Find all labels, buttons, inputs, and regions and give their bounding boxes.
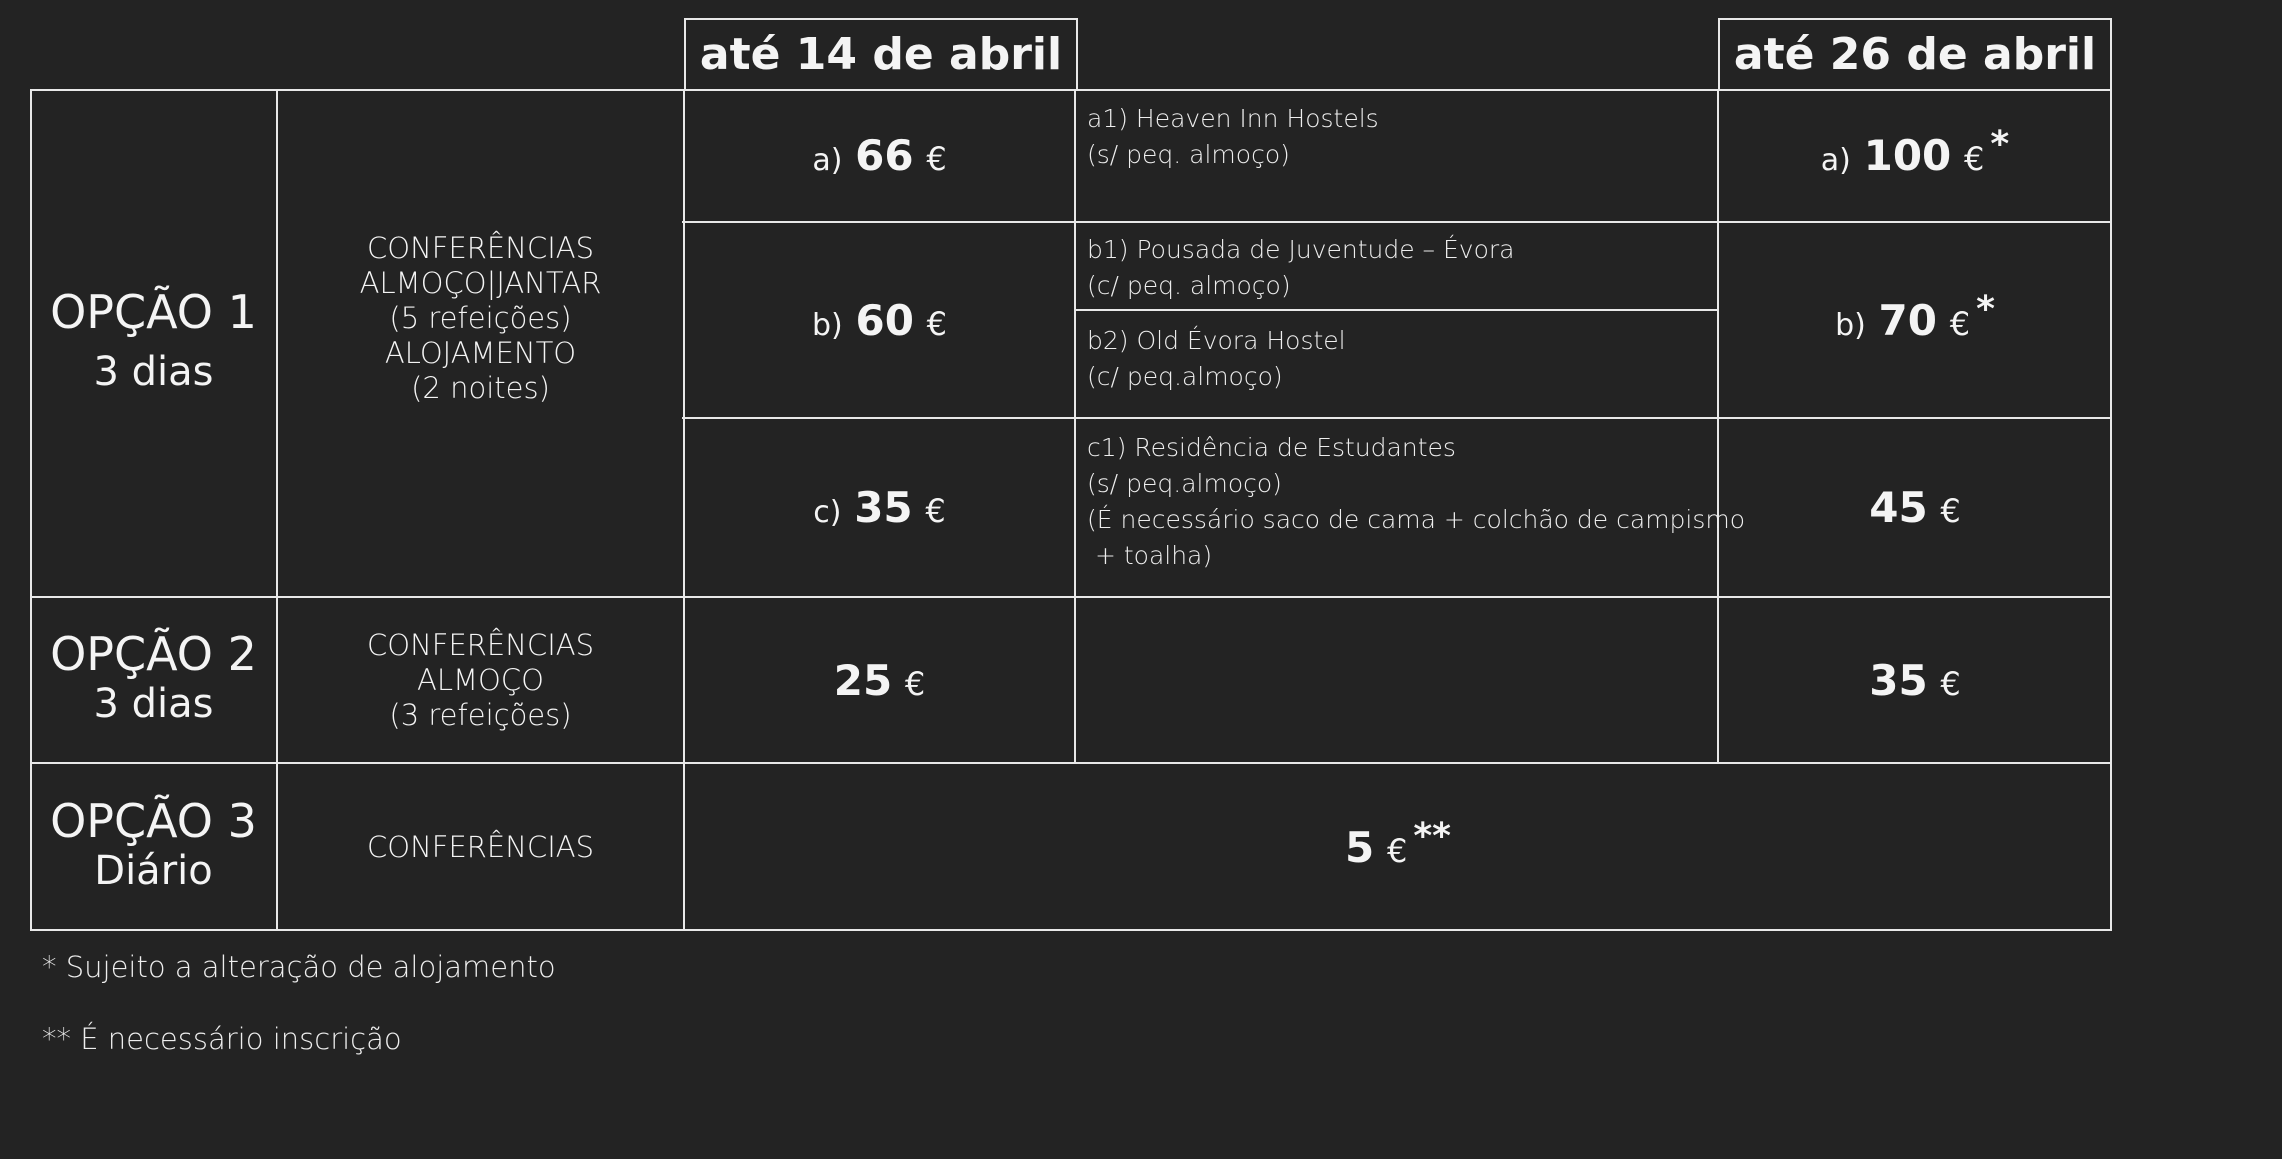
footnote-1: * Sujeito a alteração de alojamento — [42, 950, 556, 984]
option-2-services: CONFERÊNCIAS ALMOÇO (3 refeições) — [367, 627, 594, 732]
header-period-1: até 14 de abril — [684, 18, 1078, 91]
price-option3: 5 € ** — [1345, 815, 1451, 872]
accommodation-c1: c1) Residência de Estudantes (s/ peq.almoço) (É necessário saco de cama + colchão de campismo + toalha) — [1087, 433, 1746, 570]
price-option1-b-period2: b) 70 € * — [1835, 288, 1995, 345]
footnote-2: ** É necessário inscrição — [42, 1022, 402, 1056]
option-3-label — [30, 763, 277, 931]
option-1-services: CONFERÊNCIAS ALMOÇO|JANTAR (5 refeições) ALOJAMENTO (2 noites) — [359, 230, 602, 405]
accommodation-b1: b1) Pousada de Juventude – Évora (c/ peq. almoço) — [1087, 235, 1515, 300]
price-option1-b-period1: b) 60 € — [812, 295, 947, 345]
option-2-title: OPÇÃO 2 — [50, 626, 257, 681]
option-1-title: OPÇÃO 1 — [50, 284, 257, 339]
option-2-label — [30, 597, 277, 763]
option-3-duration: Diário — [94, 848, 213, 895]
price-option1-a-period1: a) 66 € — [812, 131, 947, 180]
accommodation-a1: a1) Heaven Inn Hostels (s/ peq. almoço) — [1087, 104, 1379, 169]
accommodation-b2: b2) Old Évora Hostel (c/ peq.almoço) — [1087, 326, 1346, 391]
option-3-services: CONFERÊNCIAS — [367, 829, 594, 864]
option-3-title: OPÇÃO 3 — [50, 793, 257, 848]
price-option1-a-period2: a) 100 € * — [1820, 124, 2010, 180]
option-1-label — [30, 89, 277, 597]
header-period-2: até 26 de abril — [1718, 18, 2112, 91]
price-option2-period2: 35 € — [1869, 655, 1961, 705]
option-1-duration: 3 dias — [93, 349, 214, 396]
price-option1-c-period2: 45 € — [1869, 483, 1961, 532]
price-option1-c-period1: c) 35 € — [813, 483, 946, 532]
option-2-duration: 3 dias — [93, 681, 214, 728]
price-option2-period1: 25 € — [833, 655, 926, 705]
